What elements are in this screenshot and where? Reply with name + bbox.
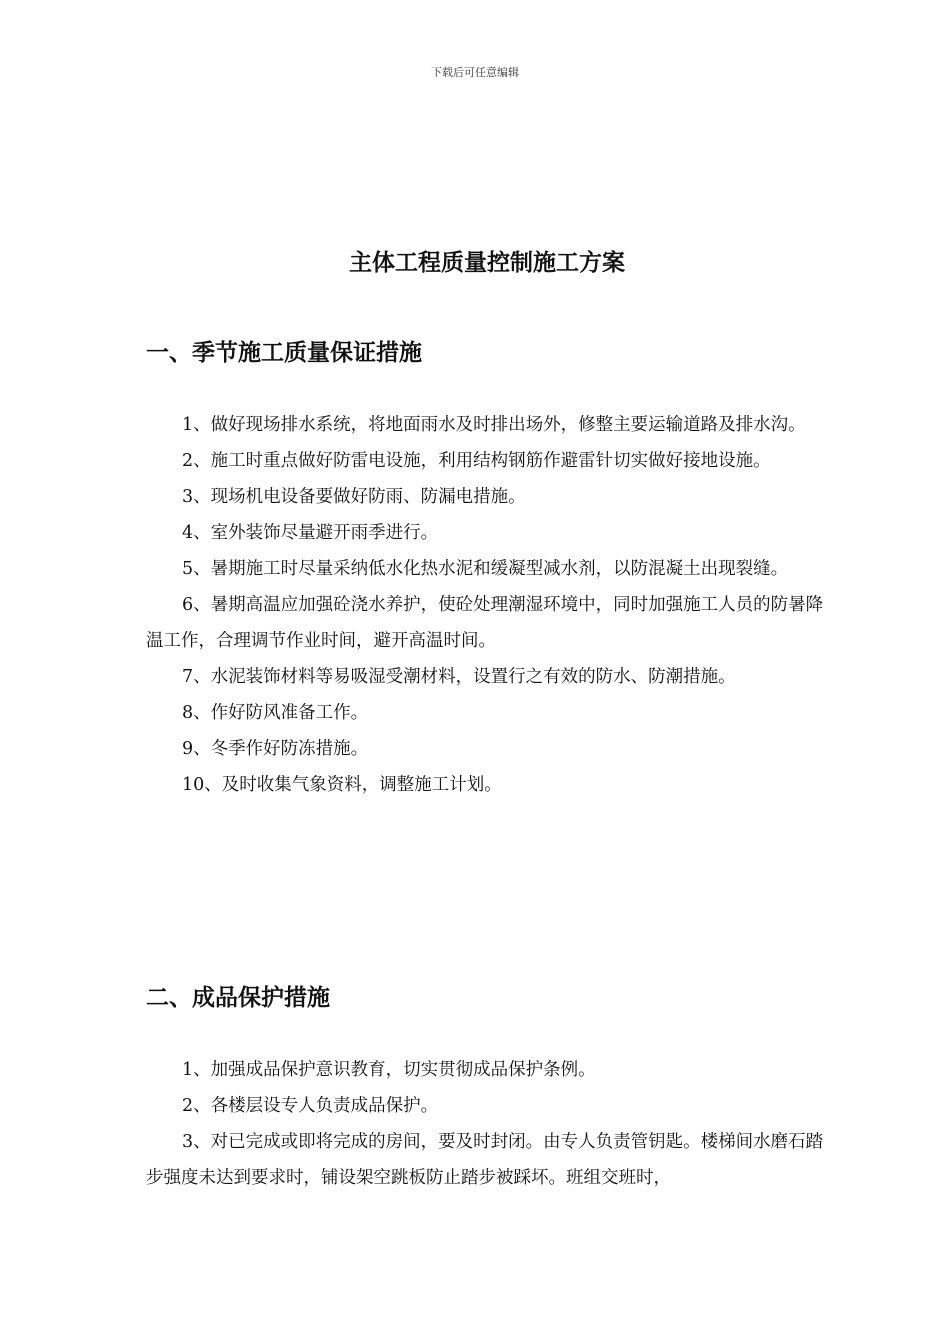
paragraph: 6、暑期高温应加强砼浇水养护，使砼处理潮湿环境中，同时加强施工人员的防暑降温工作，合理调节作业时间，避开高温时间。 (146, 595, 824, 651)
paragraph: 5、暑期施工时尽量采纳低水化热水泥和缓凝型减水剂，以防混凝土出现裂缝。 (182, 559, 789, 579)
paragraph: 2、各楼层设专人负责成品保护。 (182, 1096, 439, 1116)
paragraph: 10、及时收集气象资料，调整施工计划。 (182, 775, 502, 795)
paragraph: 3、对已完成或即将完成的房间，要及时封闭。由专人负责管钥匙。楼梯间水磨石踏步强度未达到要求时，铺设架空跳板防止踏步被踩坏。班组交班时， (146, 1132, 824, 1188)
paragraph: 3、现场机电设备要做好防雨、防漏电措施。 (182, 487, 526, 507)
section-body-seasonal (146, 407, 826, 803)
paragraph: 2、施工时重点做好防雷电设施，利用结构钢筋作避雷针切实做好接地设施。 (182, 451, 771, 471)
paragraph: 1、加强成品保护意识教育，切实贯彻成品保护条例。 (182, 1060, 596, 1080)
section-heading-product-protection: 二、成品保护措施 (146, 985, 330, 1011)
paragraph: 4、室外装饰尽量避开雨季进行。 (182, 523, 439, 543)
document-title: 主体工程质量控制施工方案 (349, 250, 625, 276)
page-header-note: 下载后可任意编辑 (431, 66, 519, 79)
section-heading-seasonal: 一、季节施工质量保证措施 (146, 340, 422, 366)
paragraph: 1、做好现场排水系统，将地面雨水及时排出场外，修整主要运输道路及排水沟。 (182, 415, 806, 435)
paragraph: 8、作好防风准备工作。 (182, 703, 369, 723)
paragraph: 9、冬季作好防冻措施。 (182, 739, 369, 759)
paragraph: 7、水泥装饰材料等易吸湿受潮材料，设置行之有效的防水、防潮措施。 (182, 667, 736, 687)
section-body-product-protection (146, 1052, 826, 1196)
